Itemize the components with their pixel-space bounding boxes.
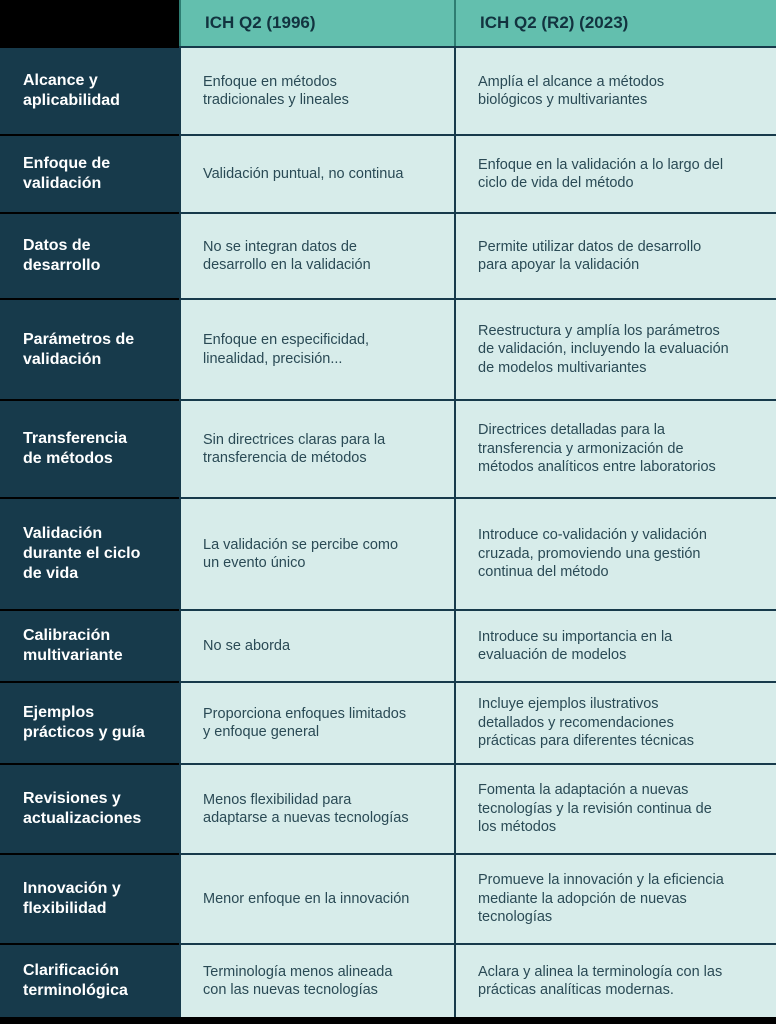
row-header xyxy=(0,134,179,212)
cell-ich-q2-r2-2023 xyxy=(454,763,776,853)
row-header xyxy=(0,399,179,497)
cell-text: Validación puntual, no continua xyxy=(203,165,404,182)
row-header-label: Transferencia de métodos xyxy=(23,430,128,467)
cell-text: Promueve la innovación y la eficiencia mediante la adopción de nuevas tecnologías xyxy=(478,872,724,926)
cell-text: Reestructura y amplía los parámetros de validación, incluyendo la evaluación de modelos multivariantes xyxy=(478,322,729,376)
row-header-label: Parámetros de validación xyxy=(23,330,135,368)
cell-ich-q2-r2-2023 xyxy=(454,134,776,212)
cell-ich-q2-1996 xyxy=(179,212,454,298)
cell-text: Introduce co-validación y validación cruzada, promoviendo una gestión continua del método xyxy=(478,527,707,581)
cell-ich-q2-1996 xyxy=(179,609,454,681)
cell-text: La validación se percibe como un evento único xyxy=(203,536,399,571)
cell-text: No se integran datos de desarrollo en la validación xyxy=(203,238,371,273)
row-header xyxy=(0,681,179,763)
cell-text: Amplía el alcance a métodos biológicos y multivariantes xyxy=(478,73,665,108)
column-header-ich-q2-r2-2023 xyxy=(454,0,776,46)
row-header xyxy=(0,943,179,1017)
cell-ich-q2-r2-2023 xyxy=(454,298,776,399)
row-header xyxy=(0,298,179,399)
cell-ich-q2-1996 xyxy=(179,943,454,1017)
column-header-ich-q2-1996 xyxy=(179,0,454,46)
cell-text: Incluye ejemplos ilustrativos detallados y recomendaciones prácticas para diferentes técnicas xyxy=(478,696,694,750)
cell-ich-q2-r2-2023 xyxy=(454,943,776,1017)
row-header-label: Enfoque de validación xyxy=(23,155,111,192)
cell-ich-q2-1996 xyxy=(179,497,454,609)
cell-ich-q2-r2-2023 xyxy=(454,853,776,943)
cell-ich-q2-r2-2023 xyxy=(454,681,776,763)
cell-ich-q2-1996 xyxy=(179,853,454,943)
cell-ich-q2-r2-2023 xyxy=(454,497,776,609)
column-header-label: ICH Q2 (R2) (2023) xyxy=(480,13,629,32)
cell-text: Enfoque en la validación a lo largo del ciclo de vida del método xyxy=(478,156,724,191)
row-header xyxy=(0,609,179,681)
cell-text: Terminología menos alineada con las nuevas tecnologías xyxy=(203,963,393,998)
column-header-label: ICH Q2 (1996) xyxy=(205,13,316,32)
cell-ich-q2-1996 xyxy=(179,298,454,399)
cell-ich-q2-1996 xyxy=(179,763,454,853)
row-header-label: Validación durante el ciclo de vida xyxy=(23,525,141,582)
cell-text: Aclara y alinea la terminología con las prácticas analíticas modernas. xyxy=(478,963,723,998)
cell-ich-q2-1996 xyxy=(179,681,454,763)
cell-ich-q2-1996 xyxy=(179,134,454,212)
row-header-label: Innovación y flexibilidad xyxy=(23,880,121,917)
row-header-label: Alcance y aplicabilidad xyxy=(23,72,120,109)
cell-text: Fomenta la adaptación a nuevas tecnologías y la revisión continua de los métodos xyxy=(478,782,712,836)
cell-text: Menos flexibilidad para adaptarse a nuevas tecnologías xyxy=(203,791,409,826)
cell-ich-q2-r2-2023 xyxy=(454,212,776,298)
cell-text: Sin directrices claras para la transferencia de métodos xyxy=(203,431,386,466)
cell-ich-q2-1996 xyxy=(179,399,454,497)
cell-ich-q2-r2-2023 xyxy=(454,46,776,134)
row-header-label: Calibración multivariante xyxy=(23,627,123,664)
row-header xyxy=(0,853,179,943)
cell-ich-q2-r2-2023 xyxy=(454,399,776,497)
row-header xyxy=(0,497,179,609)
cell-text: Enfoque en especificidad, linealidad, precisión... xyxy=(203,332,370,367)
cell-ich-q2-1996 xyxy=(179,46,454,134)
row-header-label: Datos de desarrollo xyxy=(23,237,101,274)
cell-text: Proporciona enfoques limitados y enfoque general xyxy=(203,705,407,740)
row-header-label: Revisiones y actualizaciones xyxy=(23,790,142,827)
cell-text: Permite utilizar datos de desarrollo para apoyar la validación xyxy=(478,238,702,273)
row-header xyxy=(0,212,179,298)
cell-text: Enfoque en métodos tradicionales y lineales xyxy=(203,73,349,108)
row-header-label: Ejemplos prácticos y guía xyxy=(23,704,145,741)
header-corner xyxy=(0,0,179,46)
cell-text: No se aborda xyxy=(203,637,291,654)
row-header xyxy=(0,763,179,853)
row-header-label: Clarificación terminológica xyxy=(23,962,128,999)
row-header xyxy=(0,46,179,134)
cell-text: Introduce su importancia en la evaluación de modelos xyxy=(478,628,673,663)
cell-text: Menor enfoque en la innovación xyxy=(203,890,410,907)
cell-ich-q2-r2-2023 xyxy=(454,609,776,681)
cell-text: Directrices detalladas para la transferencia y armonización de métodos analíticos entre laboratorios xyxy=(478,422,716,476)
